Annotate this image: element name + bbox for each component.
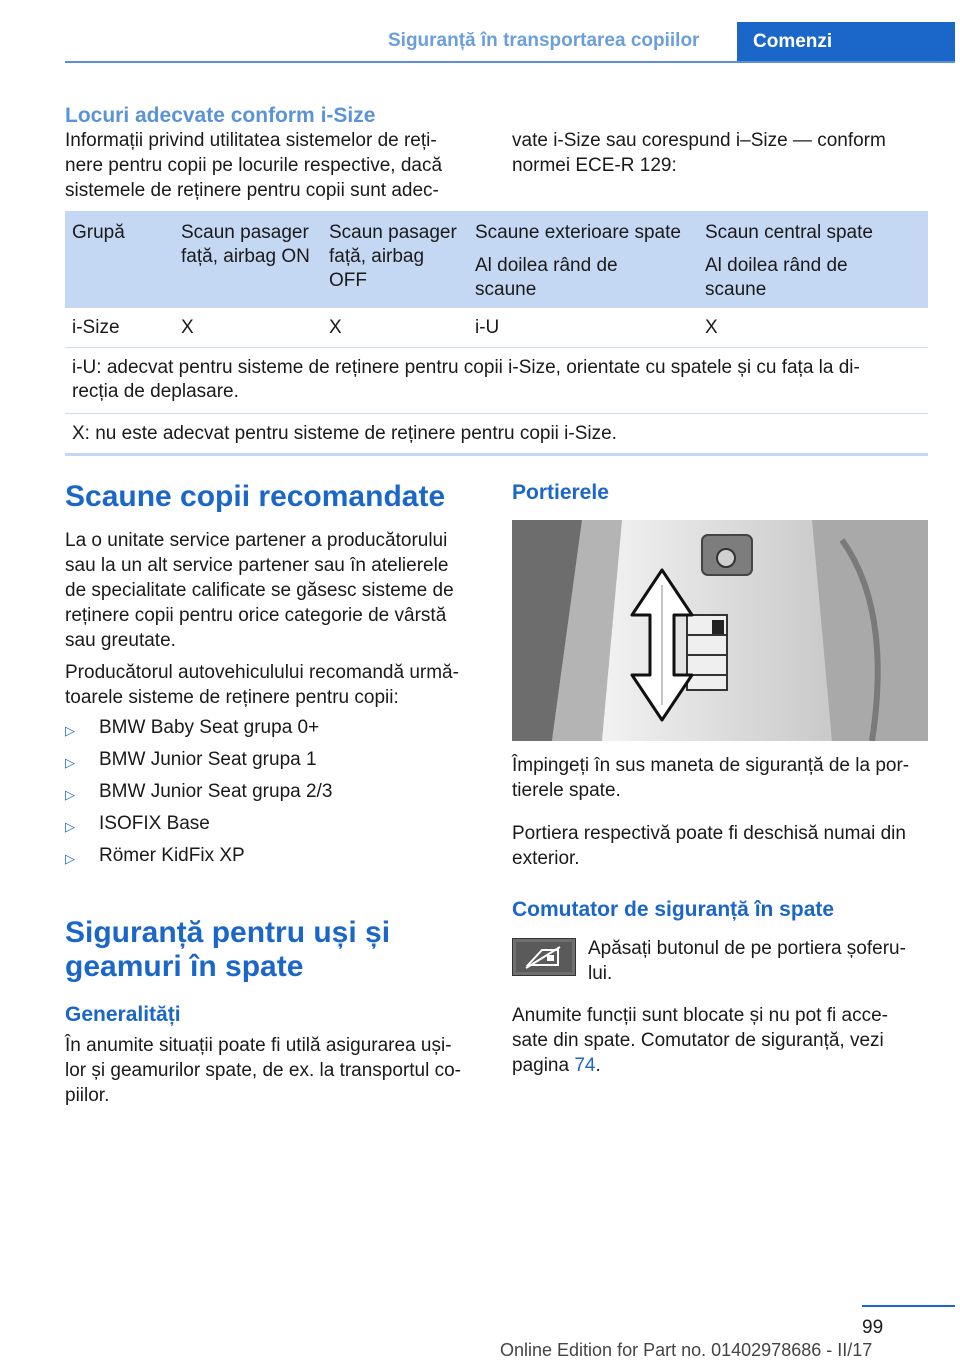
doors-caption: Împingeți în sus maneta de siguranță de la por- tierele spate. (512, 755, 910, 801)
general-subtitle: Generalități (65, 1003, 181, 1026)
th-front-airbag-on: Scaun pasager față, airbag ON (181, 222, 310, 267)
recommended-title: Scaune copii recomandate (65, 480, 446, 513)
td-rear-outer: i-U (475, 317, 500, 338)
page-number: 99 (862, 1317, 884, 1338)
table-row (65, 308, 928, 348)
door-child-lock-image (512, 520, 928, 741)
list-item: ▷ BMW Baby Seat grupa 0+ (65, 715, 480, 740)
isize-intro-right: vate i-Size sau corespund i–Size — conform normei ECE-R 129: (512, 130, 886, 176)
recommended-para2: Producătorul autovehiculului recomandă urmă- toarele sisteme de reținere pentru copii: (65, 662, 459, 708)
window-lock-switch-icon (512, 938, 576, 976)
doors-para: Portiera respectivă poate fi deschisă numai din exterior. (512, 823, 906, 869)
switch-title: Comutator de siguranță în spate (512, 898, 835, 921)
table-note-iu: i-U: adecvat pentru sisteme de reținere pentru copii i-Size, orientate cu spatele și cu fața la di- recția de deplasare. (65, 348, 928, 414)
general-para: În anumite situații poate fi utilă asigurarea uși- lor și geamurilor spate, de ex. la transportul co- piilor. (65, 1035, 462, 1106)
td-front-on: X (181, 317, 194, 338)
isize-section-title: Locuri adecvate conform i-Size (65, 104, 376, 127)
td-group: i-Size (72, 317, 120, 338)
list-item: ▷ ISOFIX Base (65, 811, 480, 836)
triangle-bullet-icon: ▷ (65, 723, 75, 738)
switch-press-text: Apăsați butonul de pe portiera șoferu- lui. (588, 938, 906, 984)
isize-intro-left: Informații privind utilitatea sistemelor de reți- nere pentru copii pe locurile respective, dacă sistemele de reținere pentru copii sunt adec- (65, 130, 443, 201)
list-item: ▷ Römer KidFix XP (65, 843, 480, 868)
table-bottom-rule (65, 453, 928, 456)
page-link-74[interactable]: 74 (574, 1055, 596, 1076)
isize-table (65, 211, 928, 456)
triangle-bullet-icon: ▷ (65, 819, 75, 834)
triangle-bullet-icon: ▷ (65, 787, 75, 802)
th-front-airbag-off: Scaun pasager față, airbag OFF (329, 222, 457, 291)
th-rear-outer: Scaune exterioare spate Al doilea rând de scaune (475, 222, 681, 300)
list-item: ▷ BMW Junior Seat grupa 1 (65, 747, 480, 772)
triangle-bullet-icon: ▷ (65, 851, 75, 866)
recommended-para1: La o unitate service partener a producătorului sau la un alt service partener sau în atelierele de specialitate calificate se găsesc sisteme de reținere copii pentru orice categorie de vârstă sau greutate. (65, 530, 454, 651)
doors-title: Portierele (512, 481, 609, 504)
running-header-chapter: Comenzi (737, 22, 955, 62)
td-front-off: X (329, 317, 342, 338)
footer-rule (862, 1305, 955, 1307)
th-group: Grupă (72, 222, 125, 243)
rear-safety-title: Siguranță pentru uși și geamuri în spate (65, 916, 391, 983)
th-rear-center: Scaun central spate Al doilea rând de scaune (705, 222, 873, 300)
table-note-x: X: nu este adecvat pentru sisteme de reținere pentru copii i-Size. (72, 423, 617, 444)
switch-para: Anumite funcții sunt blocate și nu pot fi acce- sate din spate. Comutator de siguranță, vezi pagina 74. (512, 1005, 888, 1076)
list-item: ▷ BMW Junior Seat grupa 2/3 (65, 779, 480, 804)
triangle-bullet-icon: ▷ (65, 755, 75, 770)
table-header-row (65, 211, 928, 308)
td-rear-center: X (705, 317, 718, 338)
edition-footer: Online Edition for Part no. 01402978686 - II/17 (500, 1340, 873, 1360)
running-header-section: Siguranță în transportarea copiilor (388, 30, 700, 51)
header-rule (65, 61, 955, 63)
